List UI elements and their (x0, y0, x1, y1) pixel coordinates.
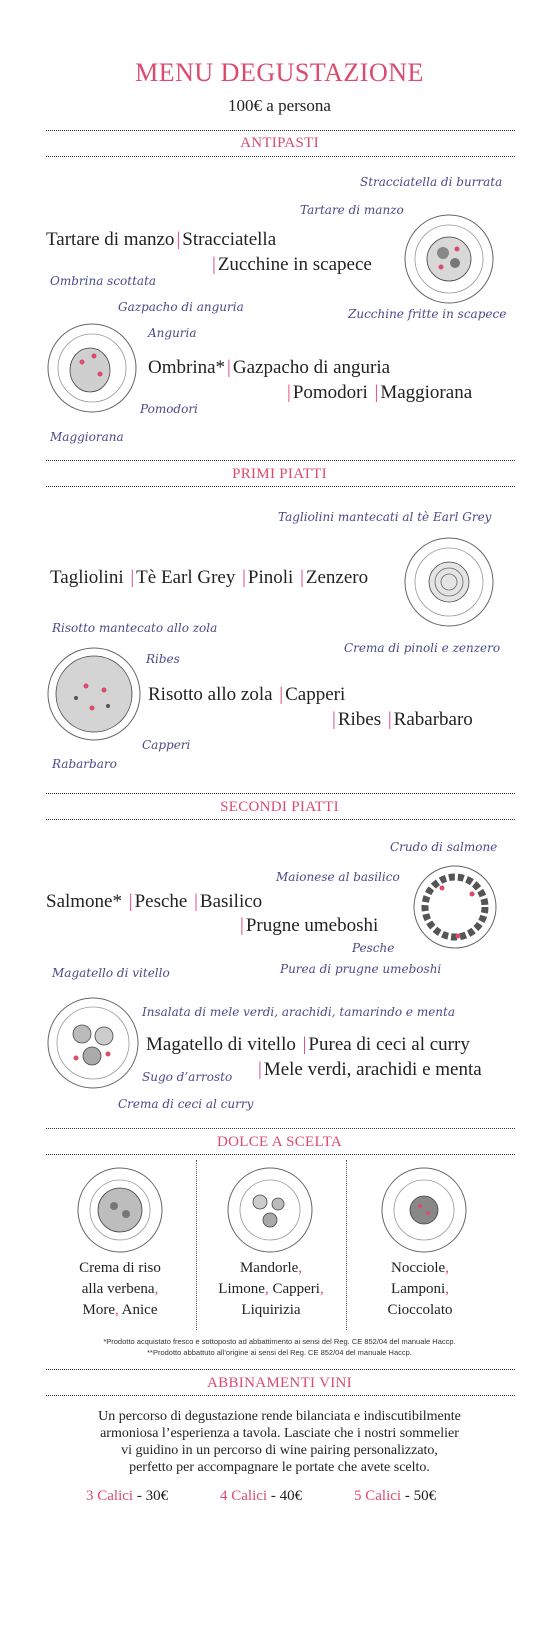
note-pesche: Pesche (352, 941, 395, 955)
dish-tartare-line2: | Zucchine in scapece (212, 254, 372, 275)
price-per-person: 100€ a persona (228, 96, 331, 115)
dish-tagliolini: Tagliolini | Tè Earl Grey | Pinoli | Zenzero (50, 567, 369, 588)
section-antipasti: ANTIPASTI (240, 135, 319, 151)
note-pomodori: Pomodori (140, 402, 198, 416)
section-vini: ABBINAMENTI VINI (207, 1375, 352, 1391)
wine-option-4: 4 Calici - 40€ (220, 1488, 303, 1504)
note-anguria: Anguria (148, 326, 197, 340)
dish-salmone-line2: | Prugne umeboshi (240, 915, 379, 936)
dish-risotto-line2: | Ribes | Rabarbaro (332, 709, 473, 730)
note-crema-pinoli: Crema di pinoli e zenzero (344, 641, 501, 655)
column-divider (346, 1160, 347, 1330)
dish-tartare: Tartare di manzo | Stracciatella (46, 229, 277, 250)
dish-risotto: Risotto allo zola | Capperi (148, 684, 346, 705)
plate-risotto-icon (46, 646, 142, 742)
divider (46, 819, 515, 820)
note-maionese: Maionese al basilico (276, 870, 400, 884)
wine-option-5: 5 Calici - 50€ (354, 1488, 437, 1504)
note-insalata: Insalata di mele verdi, arachidi, tamarindo e menta (142, 1005, 456, 1019)
dish-ombrina-line2: | Pomodori | Maggiorana (287, 382, 473, 403)
note-rabarbaro: Rabarbaro (52, 757, 117, 771)
dessert-2: Mandorle, Limone, Capperi, Liquirizia (218, 1260, 324, 1318)
divider (46, 460, 515, 461)
note-ombrina: Ombrina scottata (50, 274, 157, 288)
divider (46, 486, 515, 487)
footnotes: *Prodotto acquistato fresco e sottoposto ad abbattimento ai sensi del Reg. CE 852/04 del manuale Haccp. **Prodotto abbattuto all’origine ai sensi del Reg. CE 852/04 del manuale Haccp. (103, 1337, 456, 1357)
dish-ombrina: Ombrina* | Gazpacho di anguria (148, 357, 391, 378)
plate-dessert-icon (380, 1166, 468, 1254)
note-risotto: Risotto mantecato allo zola (52, 621, 218, 635)
note-capperi: Capperi (142, 738, 191, 752)
note-gazpacho: Gazpacho di anguria (118, 300, 244, 314)
dish-magatello-line2: | Mele verdi, arachidi e menta (258, 1059, 482, 1080)
note-magatello: Magatello di vitello (52, 966, 170, 980)
wine-description: Un percorso di degustazione rende bilanciata e indiscutibilmente armoniosa l’esperienza a tavola. Lasciate che i nostri sommelier vi guidino in un percorso di wine pairing personalizzato, perfetto per accompagnare le portate che avete scelto. (98, 1409, 461, 1475)
note-zucchine: Zucchine fritte in scapece (348, 307, 507, 321)
plate-magatello-icon (46, 996, 140, 1090)
note-stracciatella: Stracciatella di burrata (360, 175, 503, 189)
note-tartare: Tartare di manzo (300, 203, 404, 217)
note-ribes: Ribes (146, 652, 180, 666)
plate-tagliolini-icon (403, 536, 495, 628)
section-dolce: DOLCE A SCELTA (217, 1134, 342, 1150)
wine-option-3: 3 Calici - 30€ (86, 1488, 169, 1504)
section-primi: PRIMI PIATTI (232, 466, 327, 482)
plate-salmone-icon (412, 864, 498, 950)
note-purea-prugne: Purea di prugne umeboshi (280, 962, 442, 976)
plate-dessert-icon (226, 1166, 314, 1254)
note-crudo-salmone: Crudo di salmone (390, 840, 498, 854)
note-tagliolini: Tagliolini mantecati al tè Earl Grey (278, 510, 492, 524)
plate-ombrina-icon (46, 322, 138, 414)
plate-tartare-icon (403, 213, 495, 305)
dessert-3: Nocciole, Lamponi, Cioccolato (387, 1260, 453, 1318)
divider (46, 793, 515, 794)
divider (46, 1395, 515, 1396)
plate-dessert-icon (76, 1166, 164, 1254)
note-crema-ceci: Crema di ceci al curry (118, 1097, 254, 1111)
page-title: MENU DEGUSTAZIONE (135, 58, 424, 87)
dish-salmone: Salmone* | Pesche | Basilico (46, 891, 263, 912)
divider (46, 130, 515, 131)
dish-magatello: Magatello di vitello | Purea di ceci al curry (146, 1034, 470, 1055)
divider (46, 156, 515, 157)
divider (46, 1128, 515, 1129)
dessert-1: Crema di riso alla verbena, More, Anice (79, 1260, 161, 1318)
note-sugo: Sugo d’arrosto (142, 1070, 233, 1084)
note-maggiorana: Maggiorana (50, 430, 124, 444)
divider (46, 1369, 515, 1370)
column-divider (196, 1160, 197, 1330)
divider (46, 1154, 515, 1155)
section-secondi: SECONDI PIATTI (220, 799, 339, 815)
